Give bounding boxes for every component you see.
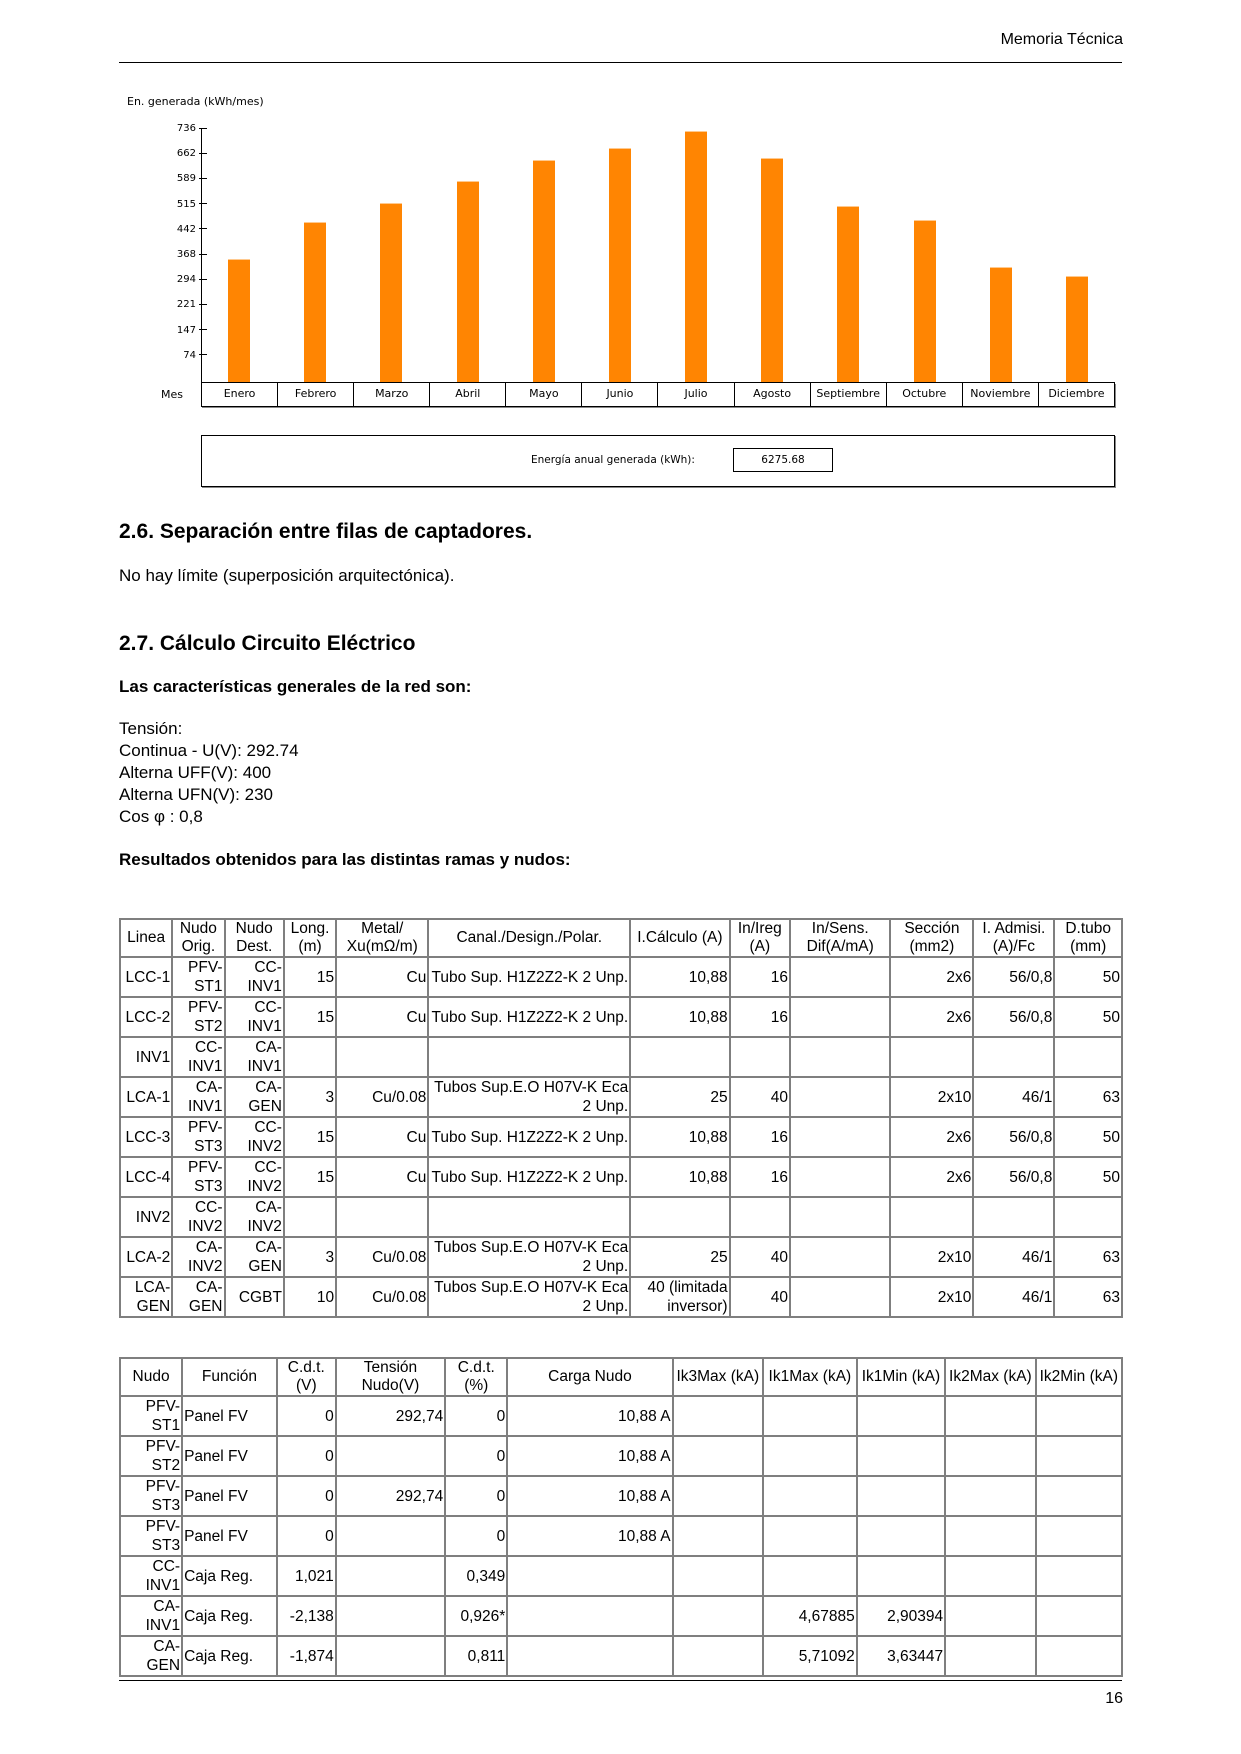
table-cell [336,1037,428,1077]
branches-table [119,918,1123,1318]
table-row [120,957,1122,997]
column-header: Canal./Design./Polar. [428,919,630,957]
table-cell [790,1117,890,1157]
table-cell: 56/0,8 [973,957,1054,997]
table-cell: PFV-ST3 [120,1476,182,1516]
table-cell: Tubos Sup.E.O H07V-K Eca 2 Unp. [428,1077,630,1117]
table-cell: 4,67885 [763,1596,857,1636]
month-label: Octubre [887,383,963,406]
table-cell: CC-INV2 [225,1157,284,1197]
table-cell: Tubo Sup. H1Z2Z2-K 2 Unp. [428,957,630,997]
table-cell: PFV-ST2 [172,997,224,1037]
table-cell [673,1476,764,1516]
bar-febrero [304,222,326,382]
table-cell [945,1436,1036,1476]
table-row [120,1157,1122,1197]
table-cell [857,1516,945,1556]
bar-diciembre [1066,276,1088,382]
table-cell [1036,1556,1122,1596]
table-cell [763,1436,857,1476]
table-cell [857,1436,945,1476]
table-cell: 10,88 A [507,1396,672,1436]
table-cell [945,1636,1036,1676]
header-title: Memoria Técnica [1000,31,1123,48]
table-cell [790,997,890,1037]
table-cell: 0,349 [445,1556,507,1596]
table-row [120,1197,1122,1237]
table-row [120,1476,1122,1516]
table-cell: 3 [284,1237,336,1277]
table-cell: 40 (limitada inversor) [630,1277,729,1317]
table-cell [673,1396,764,1436]
table-cell: Cu [336,997,428,1037]
table-cell: 0 [445,1436,507,1476]
voltage-line: Alterna UFN(V): 230 [119,785,273,804]
column-header: Ik2Max (kA) [945,1358,1036,1396]
table-cell [1036,1476,1122,1516]
table-cell [763,1516,857,1556]
table-cell: 5,71092 [763,1636,857,1676]
table-cell: PFV-ST3 [120,1516,182,1556]
column-header: I. Admisi. (A)/Fc [973,919,1054,957]
table-cell: 16 [730,1157,790,1197]
table-cell: 16 [730,1117,790,1157]
table-cell: 63 [1054,1077,1122,1117]
bar-julio [685,131,707,382]
table-cell [507,1556,672,1596]
month-label: Febrero [278,383,354,406]
table-cell: 46/1 [973,1237,1054,1277]
month-label: Agosto [735,383,811,406]
voltage-line: Continua - U(V): 292.74 [119,741,299,760]
column-header: Sección (mm2) [890,919,973,957]
table-cell: 3,63447 [857,1636,945,1676]
y-tick: 736 [153,123,207,134]
table-cell [790,957,890,997]
table-cell [790,1277,890,1317]
table-cell: 10,88 [630,1117,729,1157]
voltage-line: Tensión: [119,719,183,738]
table-cell: 46/1 [973,1277,1054,1317]
section-title-2-6: 2.6. Separación entre filas de captadores. [119,520,533,543]
bar-octubre [914,220,936,382]
y-tick: 662 [153,148,207,159]
table-cell [1036,1636,1122,1676]
table-cell: CC-INV2 [225,1117,284,1157]
table-cell [890,1037,973,1077]
table-cell [1036,1516,1122,1556]
table-cell: Caja Reg. [182,1556,277,1596]
network-characteristics-title: Las características generales de la red son: [119,677,472,696]
table-cell [507,1636,672,1676]
table-cell [790,1157,890,1197]
table-cell: 10,88 A [507,1436,672,1476]
table-row [120,1596,1122,1636]
table-cell: 50 [1054,1117,1122,1157]
table-cell: 292,74 [336,1476,445,1516]
table-cell: CA-INV1 [120,1596,182,1636]
table-cell: 56/0,8 [973,1117,1054,1157]
table-cell [336,1636,445,1676]
table-cell: 2x6 [890,1157,973,1197]
table-cell: Cu/0.08 [336,1277,428,1317]
bar-marzo [380,203,402,382]
table-cell [890,1197,973,1237]
voltage-line: Cos φ : 0,8 [119,807,203,826]
table-cell: 15 [284,1157,336,1197]
table-cell: 0 [445,1476,507,1516]
annual-energy-box [201,435,1115,487]
table-cell: PFV-ST2 [120,1436,182,1476]
table-cell [336,1197,428,1237]
table-cell [945,1396,1036,1436]
table-cell: 40 [730,1237,790,1277]
table-cell: 10,88 A [507,1516,672,1556]
month-label: Julio [658,383,734,406]
month-label: Noviembre [963,383,1039,406]
table-cell [790,1197,890,1237]
table-cell: 25 [630,1077,729,1117]
table-cell: Panel FV [182,1436,277,1476]
table-cell [630,1197,729,1237]
table-cell [428,1197,630,1237]
table-cell [945,1476,1036,1516]
table-cell: Cu/0.08 [336,1077,428,1117]
table-cell [336,1516,445,1556]
table-cell [336,1436,445,1476]
table-cell [730,1037,790,1077]
table-cell: 15 [284,997,336,1037]
section-title-2-7: 2.7. Cálculo Circuito Eléctrico [119,632,416,655]
table-cell: 2x6 [890,997,973,1037]
table-cell: CA-GEN [225,1077,284,1117]
y-tick: 589 [153,173,207,184]
table-cell: LCA-GEN [120,1277,172,1317]
column-header: Linea [120,919,172,957]
table-cell: Caja Reg. [182,1636,277,1676]
bar-septiembre [837,206,859,382]
table-cell [857,1476,945,1516]
table-cell: 10,88 A [507,1476,672,1516]
table-cell: 0 [445,1516,507,1556]
table-cell: Panel FV [182,1396,277,1436]
table-cell [730,1197,790,1237]
table-cell: 292,74 [336,1396,445,1436]
table-cell [1036,1436,1122,1476]
table-cell [1054,1197,1122,1237]
y-tick: 221 [153,299,207,310]
month-label: Diciembre [1048,387,1105,400]
table-cell: 2x10 [890,1237,973,1277]
table-cell: 56/0,8 [973,1157,1054,1197]
header-rule [119,62,1122,63]
table-cell: LCA-1 [120,1077,172,1117]
table-cell [1036,1596,1122,1636]
table-cell: 2x10 [890,1277,973,1317]
table-row [120,1636,1122,1676]
bar-enero [228,259,250,382]
table-cell: 63 [1054,1277,1122,1317]
column-header: Ik1Min (kA) [857,1358,945,1396]
table-cell: 46/1 [973,1077,1054,1117]
y-tick: 515 [153,199,207,210]
column-header: In/Sens. Dif(A/mA) [790,919,890,957]
table-cell: 10 [284,1277,336,1317]
table-cell: Caja Reg. [182,1596,277,1636]
table-cell: LCC-2 [120,997,172,1037]
table-cell [630,1037,729,1077]
table-cell [973,1197,1054,1237]
table-cell: CGBT [225,1277,284,1317]
table-cell: 40 [730,1077,790,1117]
table-cell: Cu/0.08 [336,1237,428,1277]
table-cell: CA-INV1 [225,1037,284,1077]
table-cell: 0 [277,1476,336,1516]
table-row [120,1117,1122,1157]
table-cell: CC-INV1 [225,957,284,997]
table-cell: Cu [336,1157,428,1197]
table-cell: 2x6 [890,1117,973,1157]
table-row [120,1077,1122,1117]
footer-rule [119,1680,1122,1681]
bar-mayo [533,160,555,382]
table-cell: CA-GEN [120,1636,182,1676]
table-cell [673,1596,764,1636]
table-cell: PFV-ST1 [120,1396,182,1436]
table-cell: 2x6 [890,957,973,997]
table-row [120,1516,1122,1556]
table-cell: -2,138 [277,1596,336,1636]
table-cell [945,1516,1036,1556]
table-cell [428,1037,630,1077]
table-cell: -1,874 [277,1636,336,1676]
table-cell: INV1 [120,1037,172,1077]
column-header: Ik2Min (kA) [1036,1358,1122,1396]
table-cell: 10,88 [630,997,729,1037]
table-cell [763,1556,857,1596]
column-header: I.Cálculo (A) [630,919,729,957]
bar-agosto [761,158,783,382]
table-cell: 25 [630,1237,729,1277]
table-cell: PFV-ST3 [172,1157,224,1197]
column-header: Nudo [120,1358,182,1396]
table-row [120,1556,1122,1596]
table-cell [507,1596,672,1636]
table-cell: 15 [284,957,336,997]
column-header: C.d.t.(%) [445,1358,507,1396]
table-cell: 0 [277,1436,336,1476]
table-cell: Tubo Sup. H1Z2Z2-K 2 Unp. [428,1157,630,1197]
column-header: Tensión Nudo(V) [336,1358,445,1396]
page-number: 16 [1105,1690,1123,1707]
network-voltage-list [119,718,299,828]
month-label: Abril [430,383,506,406]
table-cell: LCA-2 [120,1237,172,1277]
table-cell [284,1197,336,1237]
table-cell: CA-GEN [172,1277,224,1317]
table-cell: 2,90394 [857,1596,945,1636]
table-cell [673,1636,764,1676]
monthly-energy-chart [119,90,1122,490]
bar-noviembre [990,267,1012,382]
table-cell: 0 [277,1516,336,1556]
table-cell [1036,1396,1122,1436]
table-cell: 10,88 [630,1157,729,1197]
table-cell [1054,1037,1122,1077]
table-cell [945,1596,1036,1636]
annual-energy-value: 6275.68 [733,448,833,472]
table-cell: Tubo Sup. H1Z2Z2-K 2 Unp. [428,1117,630,1157]
table-cell [857,1556,945,1596]
table-cell: INV2 [120,1197,172,1237]
table-cell: Cu [336,957,428,997]
table-row [120,1436,1122,1476]
bar-junio [609,148,631,382]
table-cell: 50 [1054,997,1122,1037]
table-cell [673,1436,764,1476]
column-header: Carga Nudo [507,1358,672,1396]
column-header: Ik1Max (kA) [763,1358,857,1396]
voltage-line: Alterna UFF(V): 400 [119,763,272,782]
month-label: Septiembre [811,383,887,406]
table-cell: 1,021 [277,1556,336,1596]
column-header: Ik3Max (kA) [673,1358,764,1396]
table-cell [973,1037,1054,1077]
column-header: Long. (m) [284,919,336,957]
table-cell [857,1396,945,1436]
table-cell [790,1077,890,1117]
column-header: Función [182,1358,277,1396]
table-cell: PFV-ST1 [172,957,224,997]
annual-energy-label: Energía anual generada (kWh): [531,454,695,466]
table-cell: 16 [730,997,790,1037]
section-2-6-text: No hay límite (superposición arquitectónica). [119,566,455,585]
table-cell: 40 [730,1277,790,1317]
table-cell: CA-INV2 [225,1197,284,1237]
table-cell: 16 [730,957,790,997]
column-header: In/Ireg (A) [730,919,790,957]
table-cell: CA-GEN [225,1237,284,1277]
column-header: Nudo Orig. [172,919,224,957]
y-tick: 442 [153,224,207,235]
table-cell [763,1476,857,1516]
table-row [120,1277,1122,1317]
table-cell [945,1556,1036,1596]
month-label: Marzo [354,383,430,406]
table-cell: 15 [284,1117,336,1157]
table-cell: CA-INV1 [172,1077,224,1117]
chart-x-label: Mes [161,388,183,401]
bar-abril [457,181,479,382]
chart-y-label: En. generada (kWh/mes) [127,95,264,108]
table-cell [763,1396,857,1436]
table-cell: 0 [277,1396,336,1436]
table-cell: 56/0,8 [973,997,1054,1037]
table-row [120,1037,1122,1077]
column-header: C.d.t.(V) [277,1358,336,1396]
table-cell: 3 [284,1077,336,1117]
table-cell: CC-INV1 [225,997,284,1037]
table-row [120,997,1122,1037]
month-label: Enero [202,383,278,406]
table-cell: CC-INV1 [172,1037,224,1077]
table-cell: Cu [336,1117,428,1157]
table-cell: Tubos Sup.E.O H07V-K Eca 2 Unp. [428,1237,630,1277]
table-cell: Panel FV [182,1516,277,1556]
column-header: Metal/ Xu(mΩ/m) [336,919,428,957]
table-cell [336,1556,445,1596]
table-cell: LCC-4 [120,1157,172,1197]
table-cell [284,1037,336,1077]
table-cell [673,1556,764,1596]
table-cell: CA-INV2 [172,1237,224,1277]
table-cell: 10,88 [630,957,729,997]
table-cell: LCC-3 [120,1117,172,1157]
table-cell: Tubos Sup.E.O H07V-K Eca 2 Unp. [428,1277,630,1317]
nodes-table [119,1357,1123,1677]
y-tick: 368 [153,249,207,260]
column-header: Nudo Dest. [225,919,284,957]
table-cell: 63 [1054,1237,1122,1277]
chart-month-labels [201,383,1115,407]
table-cell: 50 [1054,1157,1122,1197]
results-title: Resultados obtenidos para las distintas ramas y nudos: [119,850,571,869]
table-cell: PFV-ST3 [172,1117,224,1157]
column-header: D.tubo (mm) [1054,919,1122,957]
y-tick: 74 [153,350,207,361]
month-label: Mayo [506,383,582,406]
month-label: Junio [582,383,658,406]
y-tick: 147 [153,325,207,336]
table-cell: 0,926* [445,1596,507,1636]
table-cell: 0,811 [445,1636,507,1676]
table-cell: CC-INV1 [120,1556,182,1596]
table-cell: 2x10 [890,1077,973,1117]
table-cell: CC-INV2 [172,1197,224,1237]
table-cell: Tubo Sup. H1Z2Z2-K 2 Unp. [428,997,630,1037]
table-cell: 0 [445,1396,507,1436]
table-cell: Panel FV [182,1476,277,1516]
table-cell [673,1516,764,1556]
table-cell: LCC-1 [120,957,172,997]
table-row [120,1237,1122,1277]
y-tick: 294 [153,274,207,285]
table-row [120,1396,1122,1436]
table-cell [336,1596,445,1636]
table-cell [790,1037,890,1077]
table-cell: 50 [1054,957,1122,997]
table-cell [790,1237,890,1277]
